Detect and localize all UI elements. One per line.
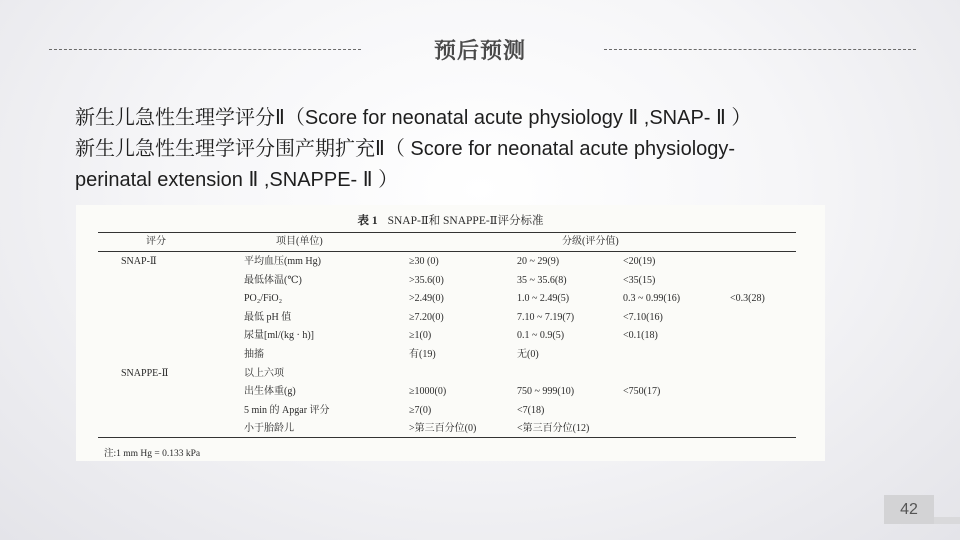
table-cell-c2: 20 ~ 29(9) [517, 256, 560, 267]
table-cell-item: 最低体温(℃) [244, 274, 302, 286]
table-cell-c1: >35.6(0) [409, 274, 444, 286]
table-cell-c3: <7.10(16) [623, 311, 663, 323]
table-cell-item: 最低 pH 值 [244, 311, 292, 323]
table-cell-c2: 0.1 ~ 0.9(5) [517, 330, 565, 342]
table-note: 注:1 mm Hg = 0.133 kPa [104, 449, 201, 459]
table-cell-item: PO₂/FiO₂ [244, 293, 283, 305]
table-cell-c2: 7.10 ~ 7.19(7) [517, 311, 575, 323]
table-cell-item: 平均血压(mm Hg) [244, 256, 321, 267]
table-cell-item: 以上六项 [244, 367, 284, 379]
table-cell-c2: 35 ~ 35.6(8) [517, 274, 567, 286]
page-number: 42 [884, 495, 934, 524]
table-cell-c2: 750 ~ 999(10) [517, 386, 575, 398]
table-cell-c1: ≥1000(0) [409, 386, 447, 398]
table-cell-item: 尿量[ml/(kg · h)] [244, 330, 314, 342]
header-divider-right [604, 49, 916, 50]
body-line-3: perinatal extension Ⅱ ,SNAPPE- Ⅱ ） [75, 169, 399, 191]
table-cell-c3: 0.3 ~ 0.99(16) [623, 293, 681, 305]
body-line-2: 新生儿急性生理学评分围产期扩充Ⅱ（ Score for neonatal acute physiology- [75, 138, 736, 160]
table-cell-item: 抽搐 [244, 349, 264, 360]
table-cell-c3: <20(19) [623, 256, 656, 267]
table-cell-item: 出生体重(g) [244, 386, 296, 398]
table-cell-c1: 有(19) [409, 349, 436, 360]
table-header-score: 评分 [146, 236, 166, 247]
table-cell-c3: <35(15) [623, 274, 656, 286]
table-header-grade: 分级(评分值) [562, 236, 619, 247]
table-cell-c4: <0.3(28) [730, 293, 765, 305]
table-cell-group: SNAP-Ⅱ [121, 256, 157, 267]
table-top-rule [98, 232, 796, 233]
table-cell-c3: <750(17) [623, 386, 661, 398]
page-title: 预后预测 [433, 39, 526, 64]
table-cell-c1: ≥7.20(0) [409, 311, 444, 323]
table-bottom-rule [98, 437, 796, 438]
table-caption-label: 表 1 [357, 215, 378, 227]
table-cell-c1: ≥7(0) [409, 404, 432, 416]
header-divider-left [49, 49, 361, 50]
table-cell-c1: ≥1(0) [409, 330, 432, 342]
table-cell-c1: >2.49(0) [409, 293, 444, 305]
table-cell-c1: ≥30 (0) [409, 256, 439, 267]
table-cell-c2: <第三百分位(12) [517, 423, 590, 435]
table-cell-item: 5 min 的 Apgar 评分 [244, 404, 330, 416]
table-cell-item: 小于胎龄儿 [244, 423, 294, 435]
table-cell-c2: 1.0 ~ 2.49(5) [517, 293, 570, 305]
table-header-item: 项目(单位) [276, 236, 323, 247]
score-table-image [76, 205, 825, 461]
table-cell-c2: 无(0) [517, 349, 539, 360]
table-cell-c1: >第三百分位(0) [409, 423, 477, 435]
table-caption-text: SNAP-Ⅱ和 SNAPPE-Ⅱ评分标准 [387, 215, 544, 227]
page-number-tail [934, 517, 960, 524]
table-header-rule [98, 251, 796, 252]
table-cell-c2: <7(18) [517, 404, 545, 416]
table-cell-c3: <0.1(18) [623, 330, 658, 342]
body-text [75, 103, 915, 196]
table-caption [76, 212, 825, 228]
table-cell-group: SNAPPE-Ⅱ [121, 367, 169, 379]
body-line-1: 新生儿急性生理学评分Ⅱ（Score for neonatal acute physiology Ⅱ ,SNAP- Ⅱ ） [75, 107, 752, 129]
